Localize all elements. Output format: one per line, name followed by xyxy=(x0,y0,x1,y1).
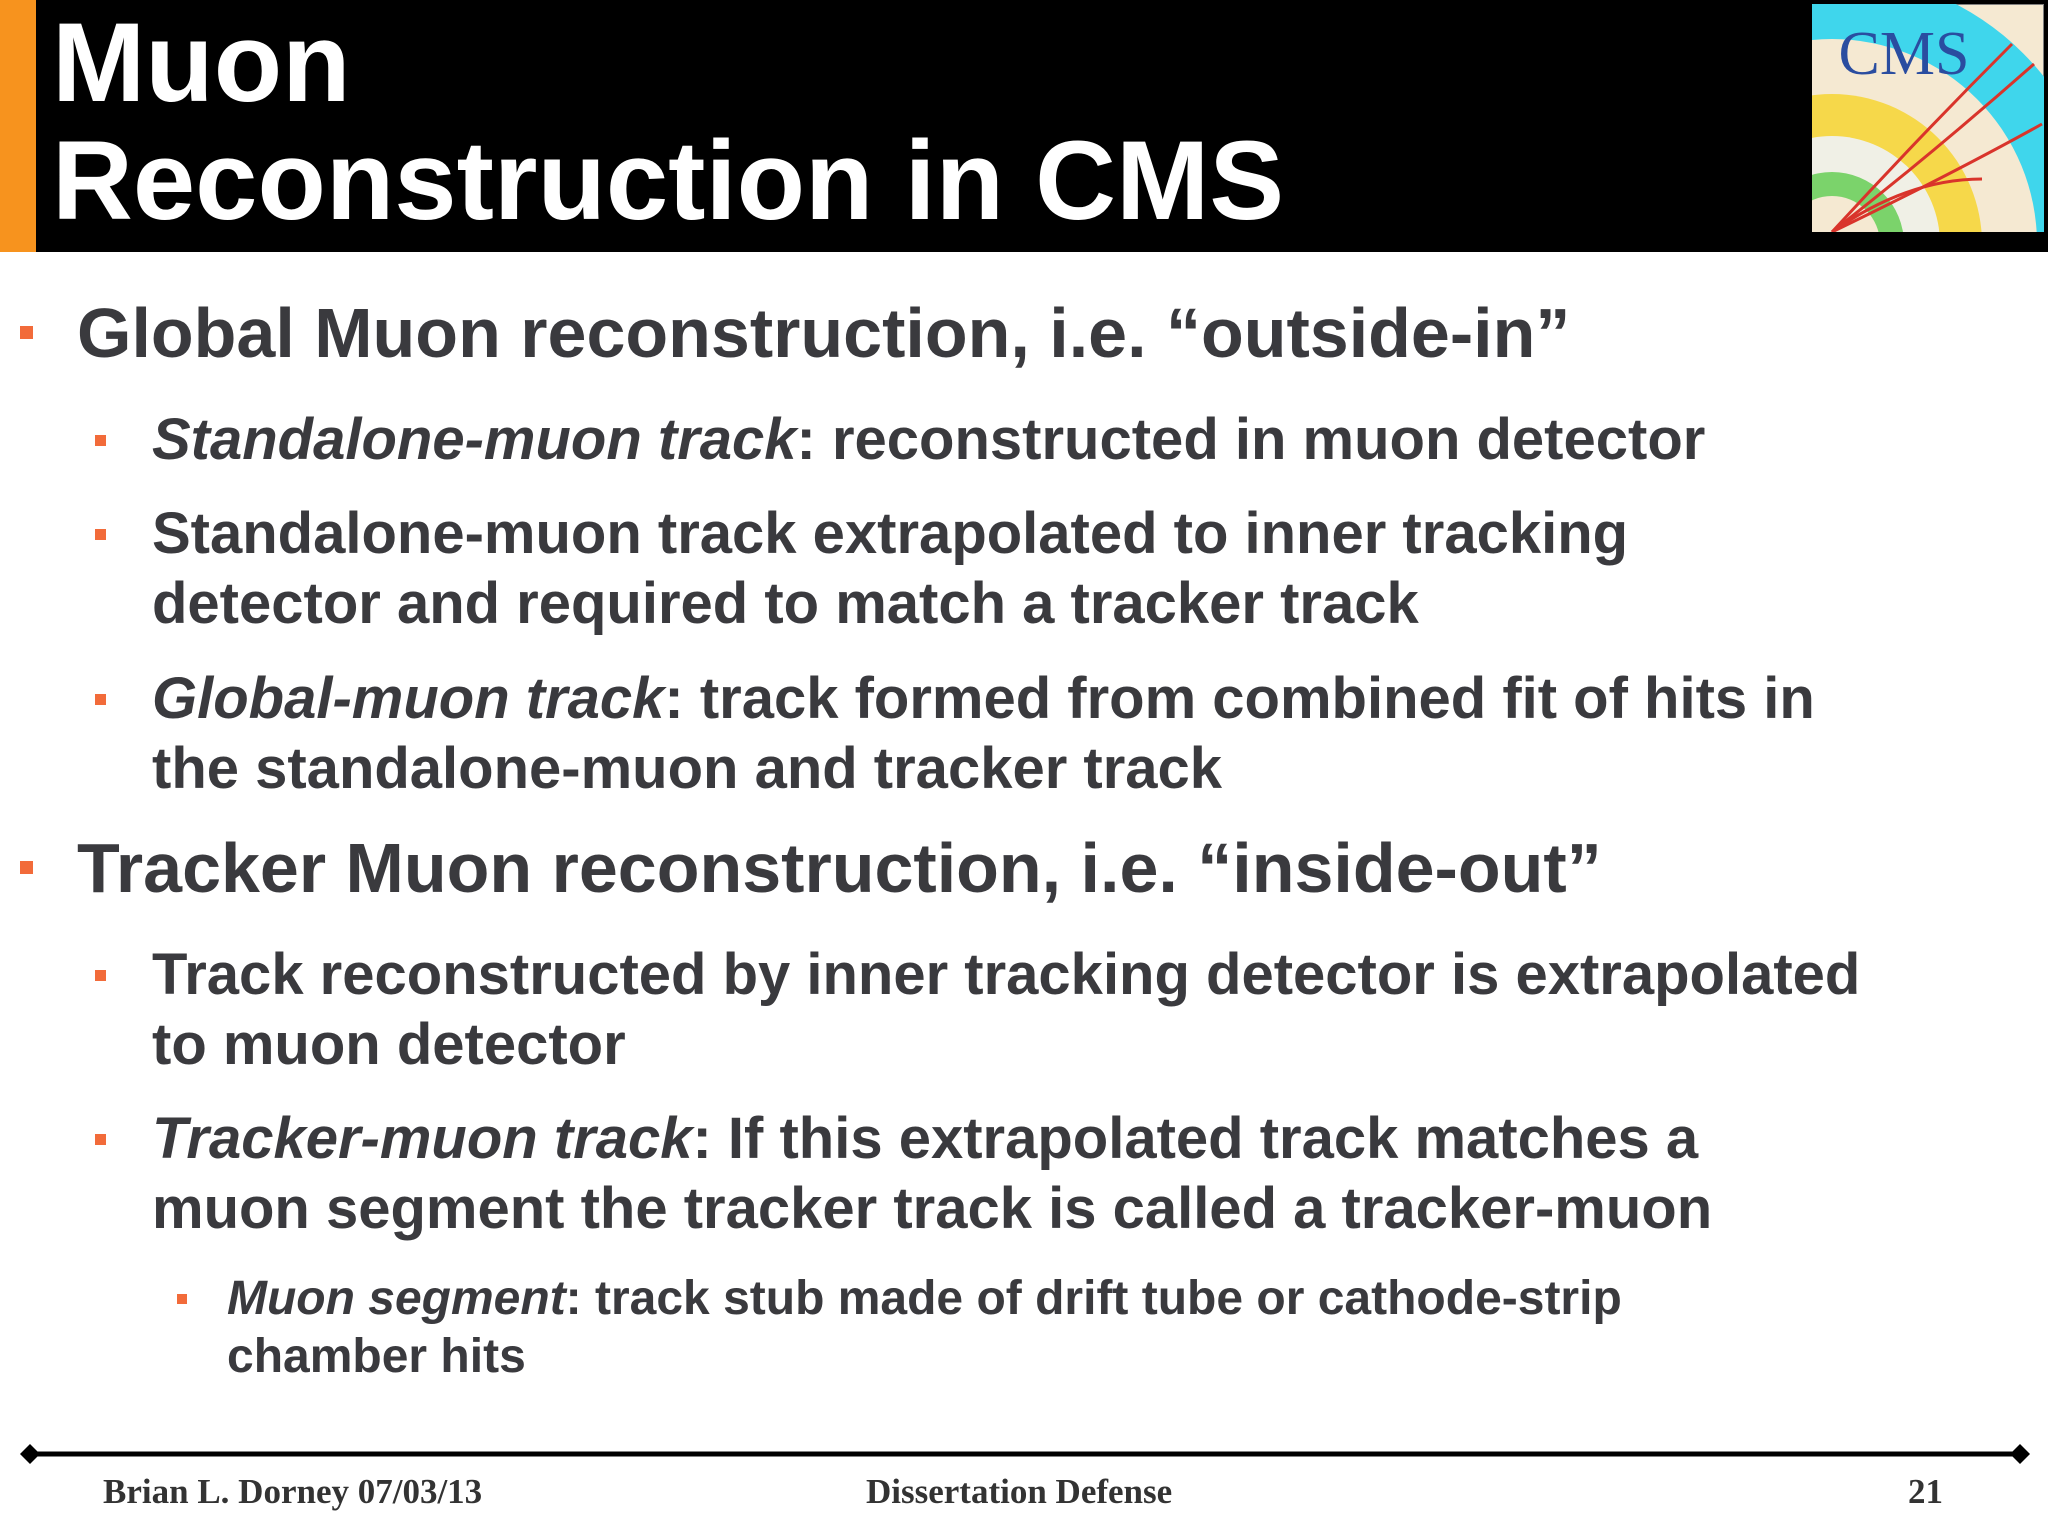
bullet-marker xyxy=(20,326,33,339)
bullet-marker xyxy=(177,1294,187,1304)
slide-title xyxy=(52,0,1285,243)
bullet-muon-segment xyxy=(227,1270,2007,1386)
bullet-marker xyxy=(95,970,106,981)
bullet-emphasis: Standalone-muon track xyxy=(152,407,797,472)
bullet-marker xyxy=(20,861,33,874)
bullet-marker xyxy=(95,1134,106,1145)
bullet-tracker-muon-track xyxy=(152,1104,2032,1244)
title-accent-stripe xyxy=(0,0,36,252)
slide-title-line-1: Muon xyxy=(52,0,351,125)
footer-divider xyxy=(20,1442,2030,1466)
bullet-text: Global Muon reconstruction, i.e. “outside-in” xyxy=(77,294,1571,372)
bullet-text: : reconstructed in muon detector xyxy=(796,407,1706,472)
bullet-emphasis: Tracker-muon track xyxy=(152,1106,693,1171)
bullet-tracker-muon xyxy=(77,828,2017,908)
footer-page-number: 21 xyxy=(1908,1472,1943,1511)
cms-logo-text: CMS xyxy=(1838,20,1970,88)
bullet-text-line-1: : If this extrapolated track matches a xyxy=(692,1106,1699,1171)
footer-author-date: Brian L. Dorney 07/03/13 xyxy=(103,1472,483,1511)
bullet-global-muon xyxy=(77,293,2017,373)
footer-event: Dissertation Defense xyxy=(866,1472,1173,1511)
bullet-standalone-track xyxy=(152,405,2032,475)
bullet-text-line-1: Track reconstructed by inner tracking detector is extrapolated xyxy=(152,942,1861,1007)
bullet-text-line-1: : track stub made of drift tube or cathode-strip xyxy=(565,1272,1622,1325)
bullet-text-line-2: chamber hits xyxy=(227,1330,526,1383)
bullet-text-line-2: detector and required to match a tracker track xyxy=(152,571,1419,636)
bullet-text-line-2: the standalone-muon and tracker track xyxy=(152,736,1223,801)
slide-title-line-2: Reconstruction in CMS xyxy=(52,118,1285,243)
cms-logo-icon xyxy=(1812,4,2044,232)
bullet-text: Tracker Muon reconstruction, i.e. “inside-out” xyxy=(77,829,1602,907)
bullet-marker xyxy=(95,435,106,446)
bullet-marker xyxy=(95,529,106,540)
bullet-emphasis: Muon segment xyxy=(227,1272,566,1325)
bullet-text-line-1: Standalone-muon track extrapolated to inner tracking xyxy=(152,501,1629,566)
bullet-text-line-1: : track formed from combined fit of hits in xyxy=(664,666,1815,731)
bullet-track-reconstructed xyxy=(152,940,2032,1080)
bullet-standalone-extrapolated xyxy=(152,499,2032,639)
bullet-marker xyxy=(95,694,106,705)
bullet-emphasis: Global-muon track xyxy=(152,666,665,731)
bullet-text-line-2: to muon detector xyxy=(152,1012,626,1077)
bullet-global-track xyxy=(152,664,2032,804)
bullet-text-line-2: muon segment the tracker track is called a tracker-muon xyxy=(152,1176,1713,1241)
